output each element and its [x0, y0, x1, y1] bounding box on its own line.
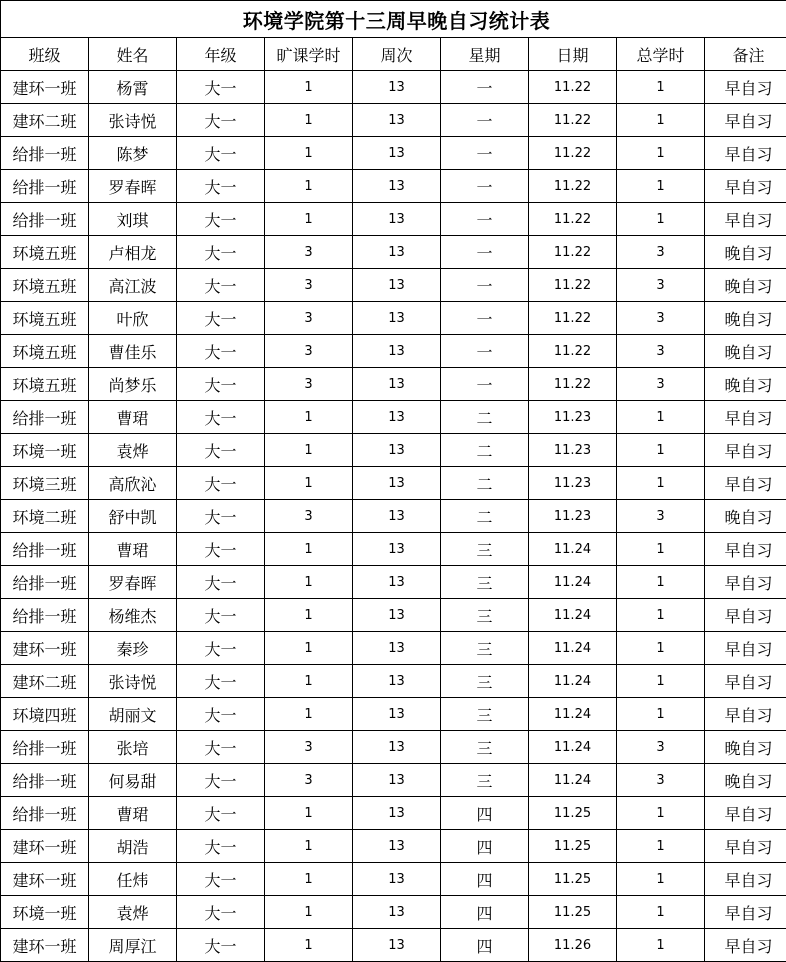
cell-remarks[interactable]: 早自习	[705, 137, 786, 170]
cell-date[interactable]: 11.24	[529, 632, 617, 665]
cell-date[interactable]: 11.22	[529, 236, 617, 269]
cell-weekday[interactable]: 三	[441, 731, 529, 764]
cell-weekday[interactable]: 三	[441, 566, 529, 599]
header-weekday[interactable]: 星期	[441, 38, 529, 71]
table-row	[1, 335, 786, 368]
cell-absent-hours[interactable]: 1	[265, 434, 353, 467]
cell-date[interactable]: 11.23	[529, 401, 617, 434]
cell-week[interactable]: 13	[353, 566, 441, 599]
cell-name[interactable]: 陈梦	[89, 137, 177, 170]
cell-class[interactable]: 建环二班	[1, 665, 89, 698]
cell-absent-hours[interactable]: 3	[265, 764, 353, 797]
cell-class[interactable]: 给排一班	[1, 566, 89, 599]
cell-class[interactable]: 给排一班	[1, 401, 89, 434]
cell-class[interactable]: 给排一班	[1, 599, 89, 632]
cell-week[interactable]: 13	[353, 500, 441, 533]
cell-name[interactable]: 张培	[89, 731, 177, 764]
cell-name[interactable]: 袁烨	[89, 896, 177, 929]
table-row	[1, 533, 786, 566]
cell-grade[interactable]: 大一	[177, 269, 265, 302]
cell-date[interactable]: 11.24	[529, 566, 617, 599]
cell-total-hours[interactable]: 1	[617, 929, 705, 962]
cell-weekday[interactable]: 四	[441, 863, 529, 896]
cell-total-hours[interactable]: 1	[617, 533, 705, 566]
cell-weekday[interactable]: 一	[441, 104, 529, 137]
cell-week[interactable]: 13	[353, 335, 441, 368]
cell-week[interactable]: 13	[353, 104, 441, 137]
cell-weekday[interactable]: 一	[441, 269, 529, 302]
cell-weekday[interactable]: 一	[441, 137, 529, 170]
cell-weekday[interactable]: 三	[441, 632, 529, 665]
table-row	[1, 104, 786, 137]
cell-class[interactable]: 环境一班	[1, 896, 89, 929]
cell-name[interactable]: 袁烨	[89, 434, 177, 467]
cell-grade[interactable]: 大一	[177, 830, 265, 863]
cell-class[interactable]: 建环一班	[1, 71, 89, 104]
cell-date[interactable]: 11.24	[529, 599, 617, 632]
table-row	[1, 632, 786, 665]
table-row	[1, 236, 786, 269]
cell-total-hours[interactable]: 3	[617, 764, 705, 797]
cell-grade[interactable]: 大一	[177, 500, 265, 533]
cell-class[interactable]: 建环一班	[1, 929, 89, 962]
cell-class[interactable]: 环境二班	[1, 500, 89, 533]
cell-remarks[interactable]: 早自习	[705, 863, 786, 896]
cell-class[interactable]: 给排一班	[1, 797, 89, 830]
cell-name[interactable]: 周厚江	[89, 929, 177, 962]
cell-date[interactable]: 11.24	[529, 764, 617, 797]
cell-absent-hours[interactable]: 3	[265, 302, 353, 335]
cell-remarks[interactable]: 早自习	[705, 401, 786, 434]
cell-week[interactable]: 13	[353, 467, 441, 500]
cell-total-hours[interactable]: 3	[617, 302, 705, 335]
cell-weekday[interactable]: 一	[441, 203, 529, 236]
cell-absent-hours[interactable]: 1	[265, 599, 353, 632]
cell-total-hours[interactable]: 1	[617, 665, 705, 698]
header-date[interactable]: 日期	[529, 38, 617, 71]
table-row	[1, 731, 786, 764]
cell-remarks[interactable]: 晚自习	[705, 500, 786, 533]
cell-weekday[interactable]: 三	[441, 764, 529, 797]
cell-date[interactable]: 11.22	[529, 203, 617, 236]
cell-week[interactable]: 13	[353, 698, 441, 731]
cell-class[interactable]: 给排一班	[1, 137, 89, 170]
cell-total-hours[interactable]: 1	[617, 632, 705, 665]
cell-class[interactable]: 建环一班	[1, 863, 89, 896]
table-row	[1, 764, 786, 797]
cell-grade[interactable]: 大一	[177, 236, 265, 269]
cell-total-hours[interactable]: 1	[617, 830, 705, 863]
cell-weekday[interactable]: 四	[441, 797, 529, 830]
header-total-hours[interactable]: 总学时	[617, 38, 705, 71]
cell-class[interactable]: 给排一班	[1, 170, 89, 203]
cell-absent-hours[interactable]: 1	[265, 830, 353, 863]
cell-week[interactable]: 13	[353, 830, 441, 863]
cell-week[interactable]: 13	[353, 71, 441, 104]
cell-weekday[interactable]: 三	[441, 665, 529, 698]
cell-name[interactable]: 尚梦乐	[89, 368, 177, 401]
cell-total-hours[interactable]: 3	[617, 500, 705, 533]
cell-absent-hours[interactable]: 1	[265, 566, 353, 599]
header-remarks[interactable]: 备注	[705, 38, 786, 71]
cell-name[interactable]: 曹珺	[89, 797, 177, 830]
cell-name[interactable]: 任炜	[89, 863, 177, 896]
cell-class[interactable]: 环境五班	[1, 269, 89, 302]
cell-remarks[interactable]: 晚自习	[705, 368, 786, 401]
cell-remarks[interactable]: 早自习	[705, 434, 786, 467]
cell-total-hours[interactable]: 3	[617, 368, 705, 401]
cell-grade[interactable]: 大一	[177, 467, 265, 500]
cell-total-hours[interactable]: 1	[617, 566, 705, 599]
cell-week[interactable]: 13	[353, 731, 441, 764]
cell-date[interactable]: 11.22	[529, 335, 617, 368]
cell-name[interactable]: 胡浩	[89, 830, 177, 863]
cell-name[interactable]: 罗春晖	[89, 170, 177, 203]
cell-grade[interactable]: 大一	[177, 797, 265, 830]
cell-weekday[interactable]: 二	[441, 401, 529, 434]
header-grade[interactable]: 年级	[177, 38, 265, 71]
cell-date[interactable]: 11.24	[529, 665, 617, 698]
cell-weekday[interactable]: 一	[441, 170, 529, 203]
cell-class[interactable]: 环境五班	[1, 335, 89, 368]
cell-absent-hours[interactable]: 1	[265, 533, 353, 566]
cell-grade[interactable]: 大一	[177, 302, 265, 335]
cell-remarks[interactable]: 早自习	[705, 665, 786, 698]
table-row	[1, 566, 786, 599]
cell-name[interactable]: 曹珺	[89, 401, 177, 434]
cell-date[interactable]: 11.25	[529, 830, 617, 863]
cell-grade[interactable]: 大一	[177, 698, 265, 731]
cell-absent-hours[interactable]: 1	[265, 632, 353, 665]
cell-week[interactable]: 13	[353, 533, 441, 566]
cell-week[interactable]: 13	[353, 170, 441, 203]
cell-name[interactable]: 杨霄	[89, 71, 177, 104]
cell-grade[interactable]: 大一	[177, 896, 265, 929]
cell-absent-hours[interactable]: 3	[265, 500, 353, 533]
table-row	[1, 797, 786, 830]
cell-date[interactable]: 11.26	[529, 929, 617, 962]
cell-absent-hours[interactable]: 3	[265, 335, 353, 368]
cell-date[interactable]: 11.25	[529, 896, 617, 929]
cell-total-hours[interactable]: 1	[617, 863, 705, 896]
cell-week[interactable]: 13	[353, 368, 441, 401]
cell-remarks[interactable]: 早自习	[705, 929, 786, 962]
cell-name[interactable]: 胡丽文	[89, 698, 177, 731]
cell-total-hours[interactable]: 3	[617, 269, 705, 302]
table-row	[1, 434, 786, 467]
cell-absent-hours[interactable]: 1	[265, 137, 353, 170]
cell-remarks[interactable]: 早自习	[705, 566, 786, 599]
cell-date[interactable]: 11.23	[529, 500, 617, 533]
cell-grade[interactable]: 大一	[177, 71, 265, 104]
cell-absent-hours[interactable]: 1	[265, 467, 353, 500]
cell-grade[interactable]: 大一	[177, 929, 265, 962]
table-row	[1, 698, 786, 731]
cell-name[interactable]: 高欣沁	[89, 467, 177, 500]
cell-week[interactable]: 13	[353, 863, 441, 896]
cell-weekday[interactable]: 二	[441, 434, 529, 467]
cell-name[interactable]: 张诗悦	[89, 665, 177, 698]
cell-week[interactable]: 13	[353, 896, 441, 929]
cell-absent-hours[interactable]: 1	[265, 71, 353, 104]
cell-name[interactable]: 何易甜	[89, 764, 177, 797]
cell-class[interactable]: 环境三班	[1, 467, 89, 500]
table-row	[1, 368, 786, 401]
cell-name[interactable]: 舒中凯	[89, 500, 177, 533]
cell-class[interactable]: 环境四班	[1, 698, 89, 731]
cell-absent-hours[interactable]: 1	[265, 401, 353, 434]
cell-total-hours[interactable]: 1	[617, 467, 705, 500]
cell-class[interactable]: 给排一班	[1, 731, 89, 764]
header-row	[1, 38, 786, 71]
cell-week[interactable]: 13	[353, 137, 441, 170]
cell-grade[interactable]: 大一	[177, 533, 265, 566]
header-absent-hours[interactable]: 旷课学时	[265, 38, 353, 71]
cell-remarks[interactable]: 早自习	[705, 698, 786, 731]
cell-date[interactable]: 11.25	[529, 797, 617, 830]
table-row	[1, 896, 786, 929]
table-row	[1, 170, 786, 203]
table-row	[1, 929, 786, 962]
cell-class[interactable]: 建环一班	[1, 632, 89, 665]
cell-remarks[interactable]: 晚自习	[705, 236, 786, 269]
cell-weekday[interactable]: 三	[441, 599, 529, 632]
cell-date[interactable]: 11.22	[529, 104, 617, 137]
cell-grade[interactable]: 大一	[177, 665, 265, 698]
cell-weekday[interactable]: 一	[441, 71, 529, 104]
cell-absent-hours[interactable]: 1	[265, 896, 353, 929]
cell-absent-hours[interactable]: 3	[265, 368, 353, 401]
cell-absent-hours[interactable]: 3	[265, 269, 353, 302]
table-row	[1, 269, 786, 302]
cell-name[interactable]: 曹珺	[89, 533, 177, 566]
cell-grade[interactable]: 大一	[177, 170, 265, 203]
cell-week[interactable]: 13	[353, 434, 441, 467]
cell-weekday[interactable]: 一	[441, 302, 529, 335]
cell-weekday[interactable]: 三	[441, 698, 529, 731]
cell-total-hours[interactable]: 1	[617, 137, 705, 170]
cell-date[interactable]: 11.23	[529, 467, 617, 500]
cell-week[interactable]: 13	[353, 929, 441, 962]
cell-grade[interactable]: 大一	[177, 599, 265, 632]
cell-week[interactable]: 13	[353, 236, 441, 269]
cell-week[interactable]: 13	[353, 269, 441, 302]
table-title[interactable]: 环境学院第十三周早晚自习统计表	[1, 1, 786, 38]
cell-class[interactable]: 给排一班	[1, 764, 89, 797]
cell-remarks[interactable]: 早自习	[705, 797, 786, 830]
cell-remarks[interactable]: 晚自习	[705, 764, 786, 797]
cell-name[interactable]: 张诗悦	[89, 104, 177, 137]
cell-name[interactable]: 杨维杰	[89, 599, 177, 632]
table-row	[1, 302, 786, 335]
cell-absent-hours[interactable]: 1	[265, 203, 353, 236]
cell-absent-hours[interactable]: 3	[265, 236, 353, 269]
cell-week[interactable]: 13	[353, 797, 441, 830]
table-row	[1, 137, 786, 170]
cell-class[interactable]: 环境五班	[1, 368, 89, 401]
cell-grade[interactable]: 大一	[177, 203, 265, 236]
table-row	[1, 71, 786, 104]
table-row	[1, 401, 786, 434]
cell-date[interactable]: 11.22	[529, 71, 617, 104]
cell-remarks[interactable]: 晚自习	[705, 335, 786, 368]
cell-grade[interactable]: 大一	[177, 863, 265, 896]
cell-total-hours[interactable]: 3	[617, 236, 705, 269]
title-row	[1, 1, 786, 38]
cell-total-hours[interactable]: 3	[617, 731, 705, 764]
cell-grade[interactable]: 大一	[177, 632, 265, 665]
cell-week[interactable]: 13	[353, 401, 441, 434]
cell-date[interactable]: 11.22	[529, 137, 617, 170]
header-week[interactable]: 周次	[353, 38, 441, 71]
cell-grade[interactable]: 大一	[177, 137, 265, 170]
cell-remarks[interactable]: 早自习	[705, 467, 786, 500]
cell-total-hours[interactable]: 1	[617, 401, 705, 434]
cell-remarks[interactable]: 早自习	[705, 104, 786, 137]
cell-weekday[interactable]: 四	[441, 929, 529, 962]
cell-total-hours[interactable]: 1	[617, 698, 705, 731]
cell-weekday[interactable]: 一	[441, 335, 529, 368]
cell-grade[interactable]: 大一	[177, 434, 265, 467]
cell-weekday[interactable]: 一	[441, 236, 529, 269]
table-row	[1, 203, 786, 236]
cell-grade[interactable]: 大一	[177, 104, 265, 137]
cell-total-hours[interactable]: 1	[617, 104, 705, 137]
cell-remarks[interactable]: 早自习	[705, 71, 786, 104]
header-name[interactable]: 姓名	[89, 38, 177, 71]
cell-total-hours[interactable]: 1	[617, 434, 705, 467]
cell-remarks[interactable]: 早自习	[705, 632, 786, 665]
cell-total-hours[interactable]: 1	[617, 170, 705, 203]
cell-date[interactable]: 11.24	[529, 533, 617, 566]
cell-grade[interactable]: 大一	[177, 401, 265, 434]
cell-week[interactable]: 13	[353, 632, 441, 665]
header-class[interactable]: 班级	[1, 38, 89, 71]
cell-class[interactable]: 环境五班	[1, 236, 89, 269]
cell-class[interactable]: 环境五班	[1, 302, 89, 335]
cell-grade[interactable]: 大一	[177, 764, 265, 797]
cell-absent-hours[interactable]: 1	[265, 797, 353, 830]
cell-total-hours[interactable]: 1	[617, 896, 705, 929]
cell-remarks[interactable]: 早自习	[705, 896, 786, 929]
cell-total-hours[interactable]: 1	[617, 797, 705, 830]
cell-remarks[interactable]: 晚自习	[705, 302, 786, 335]
table-row	[1, 863, 786, 896]
cell-date[interactable]: 11.24	[529, 731, 617, 764]
cell-grade[interactable]: 大一	[177, 368, 265, 401]
cell-week[interactable]: 13	[353, 302, 441, 335]
cell-class[interactable]: 建环一班	[1, 830, 89, 863]
cell-class[interactable]: 给排一班	[1, 533, 89, 566]
cell-week[interactable]: 13	[353, 665, 441, 698]
cell-week[interactable]: 13	[353, 764, 441, 797]
cell-week[interactable]: 13	[353, 599, 441, 632]
cell-total-hours[interactable]: 3	[617, 335, 705, 368]
cell-weekday[interactable]: 三	[441, 533, 529, 566]
cell-name[interactable]: 秦珍	[89, 632, 177, 665]
cell-class[interactable]: 环境一班	[1, 434, 89, 467]
cell-weekday[interactable]: 一	[441, 368, 529, 401]
cell-date[interactable]: 11.24	[529, 698, 617, 731]
cell-grade[interactable]: 大一	[177, 731, 265, 764]
cell-name[interactable]: 刘琪	[89, 203, 177, 236]
cell-remarks[interactable]: 早自习	[705, 599, 786, 632]
cell-date[interactable]: 11.23	[529, 434, 617, 467]
table-row	[1, 830, 786, 863]
cell-name[interactable]: 曹佳乐	[89, 335, 177, 368]
table-row	[1, 467, 786, 500]
cell-absent-hours[interactable]: 1	[265, 698, 353, 731]
cell-grade[interactable]: 大一	[177, 335, 265, 368]
cell-absent-hours[interactable]: 1	[265, 863, 353, 896]
table-row	[1, 500, 786, 533]
cell-name[interactable]: 卢相龙	[89, 236, 177, 269]
cell-grade[interactable]: 大一	[177, 566, 265, 599]
cell-date[interactable]: 11.25	[529, 863, 617, 896]
cell-date[interactable]: 11.22	[529, 368, 617, 401]
cell-date[interactable]: 11.22	[529, 170, 617, 203]
cell-absent-hours[interactable]: 1	[265, 104, 353, 137]
cell-absent-hours[interactable]: 1	[265, 929, 353, 962]
cell-weekday[interactable]: 二	[441, 467, 529, 500]
cell-name[interactable]: 罗春晖	[89, 566, 177, 599]
cell-remarks[interactable]: 早自习	[705, 170, 786, 203]
cell-date[interactable]: 11.22	[529, 269, 617, 302]
cell-remarks[interactable]: 早自习	[705, 533, 786, 566]
cell-name[interactable]: 高江波	[89, 269, 177, 302]
cell-remarks[interactable]: 早自习	[705, 830, 786, 863]
cell-name[interactable]: 叶欣	[89, 302, 177, 335]
table-row	[1, 599, 786, 632]
cell-total-hours[interactable]: 1	[617, 599, 705, 632]
cell-remarks[interactable]: 晚自习	[705, 269, 786, 302]
cell-absent-hours[interactable]: 1	[265, 665, 353, 698]
cell-date[interactable]: 11.22	[529, 302, 617, 335]
cell-week[interactable]: 13	[353, 203, 441, 236]
cell-remarks[interactable]: 早自习	[705, 203, 786, 236]
cell-class[interactable]: 建环二班	[1, 104, 89, 137]
cell-total-hours[interactable]: 1	[617, 203, 705, 236]
cell-absent-hours[interactable]: 3	[265, 731, 353, 764]
cell-remarks[interactable]: 晚自习	[705, 731, 786, 764]
table-row	[1, 665, 786, 698]
cell-total-hours[interactable]: 1	[617, 71, 705, 104]
cell-class[interactable]: 给排一班	[1, 203, 89, 236]
cell-absent-hours[interactable]: 1	[265, 170, 353, 203]
cell-weekday[interactable]: 二	[441, 500, 529, 533]
cell-weekday[interactable]: 四	[441, 896, 529, 929]
cell-weekday[interactable]: 四	[441, 830, 529, 863]
